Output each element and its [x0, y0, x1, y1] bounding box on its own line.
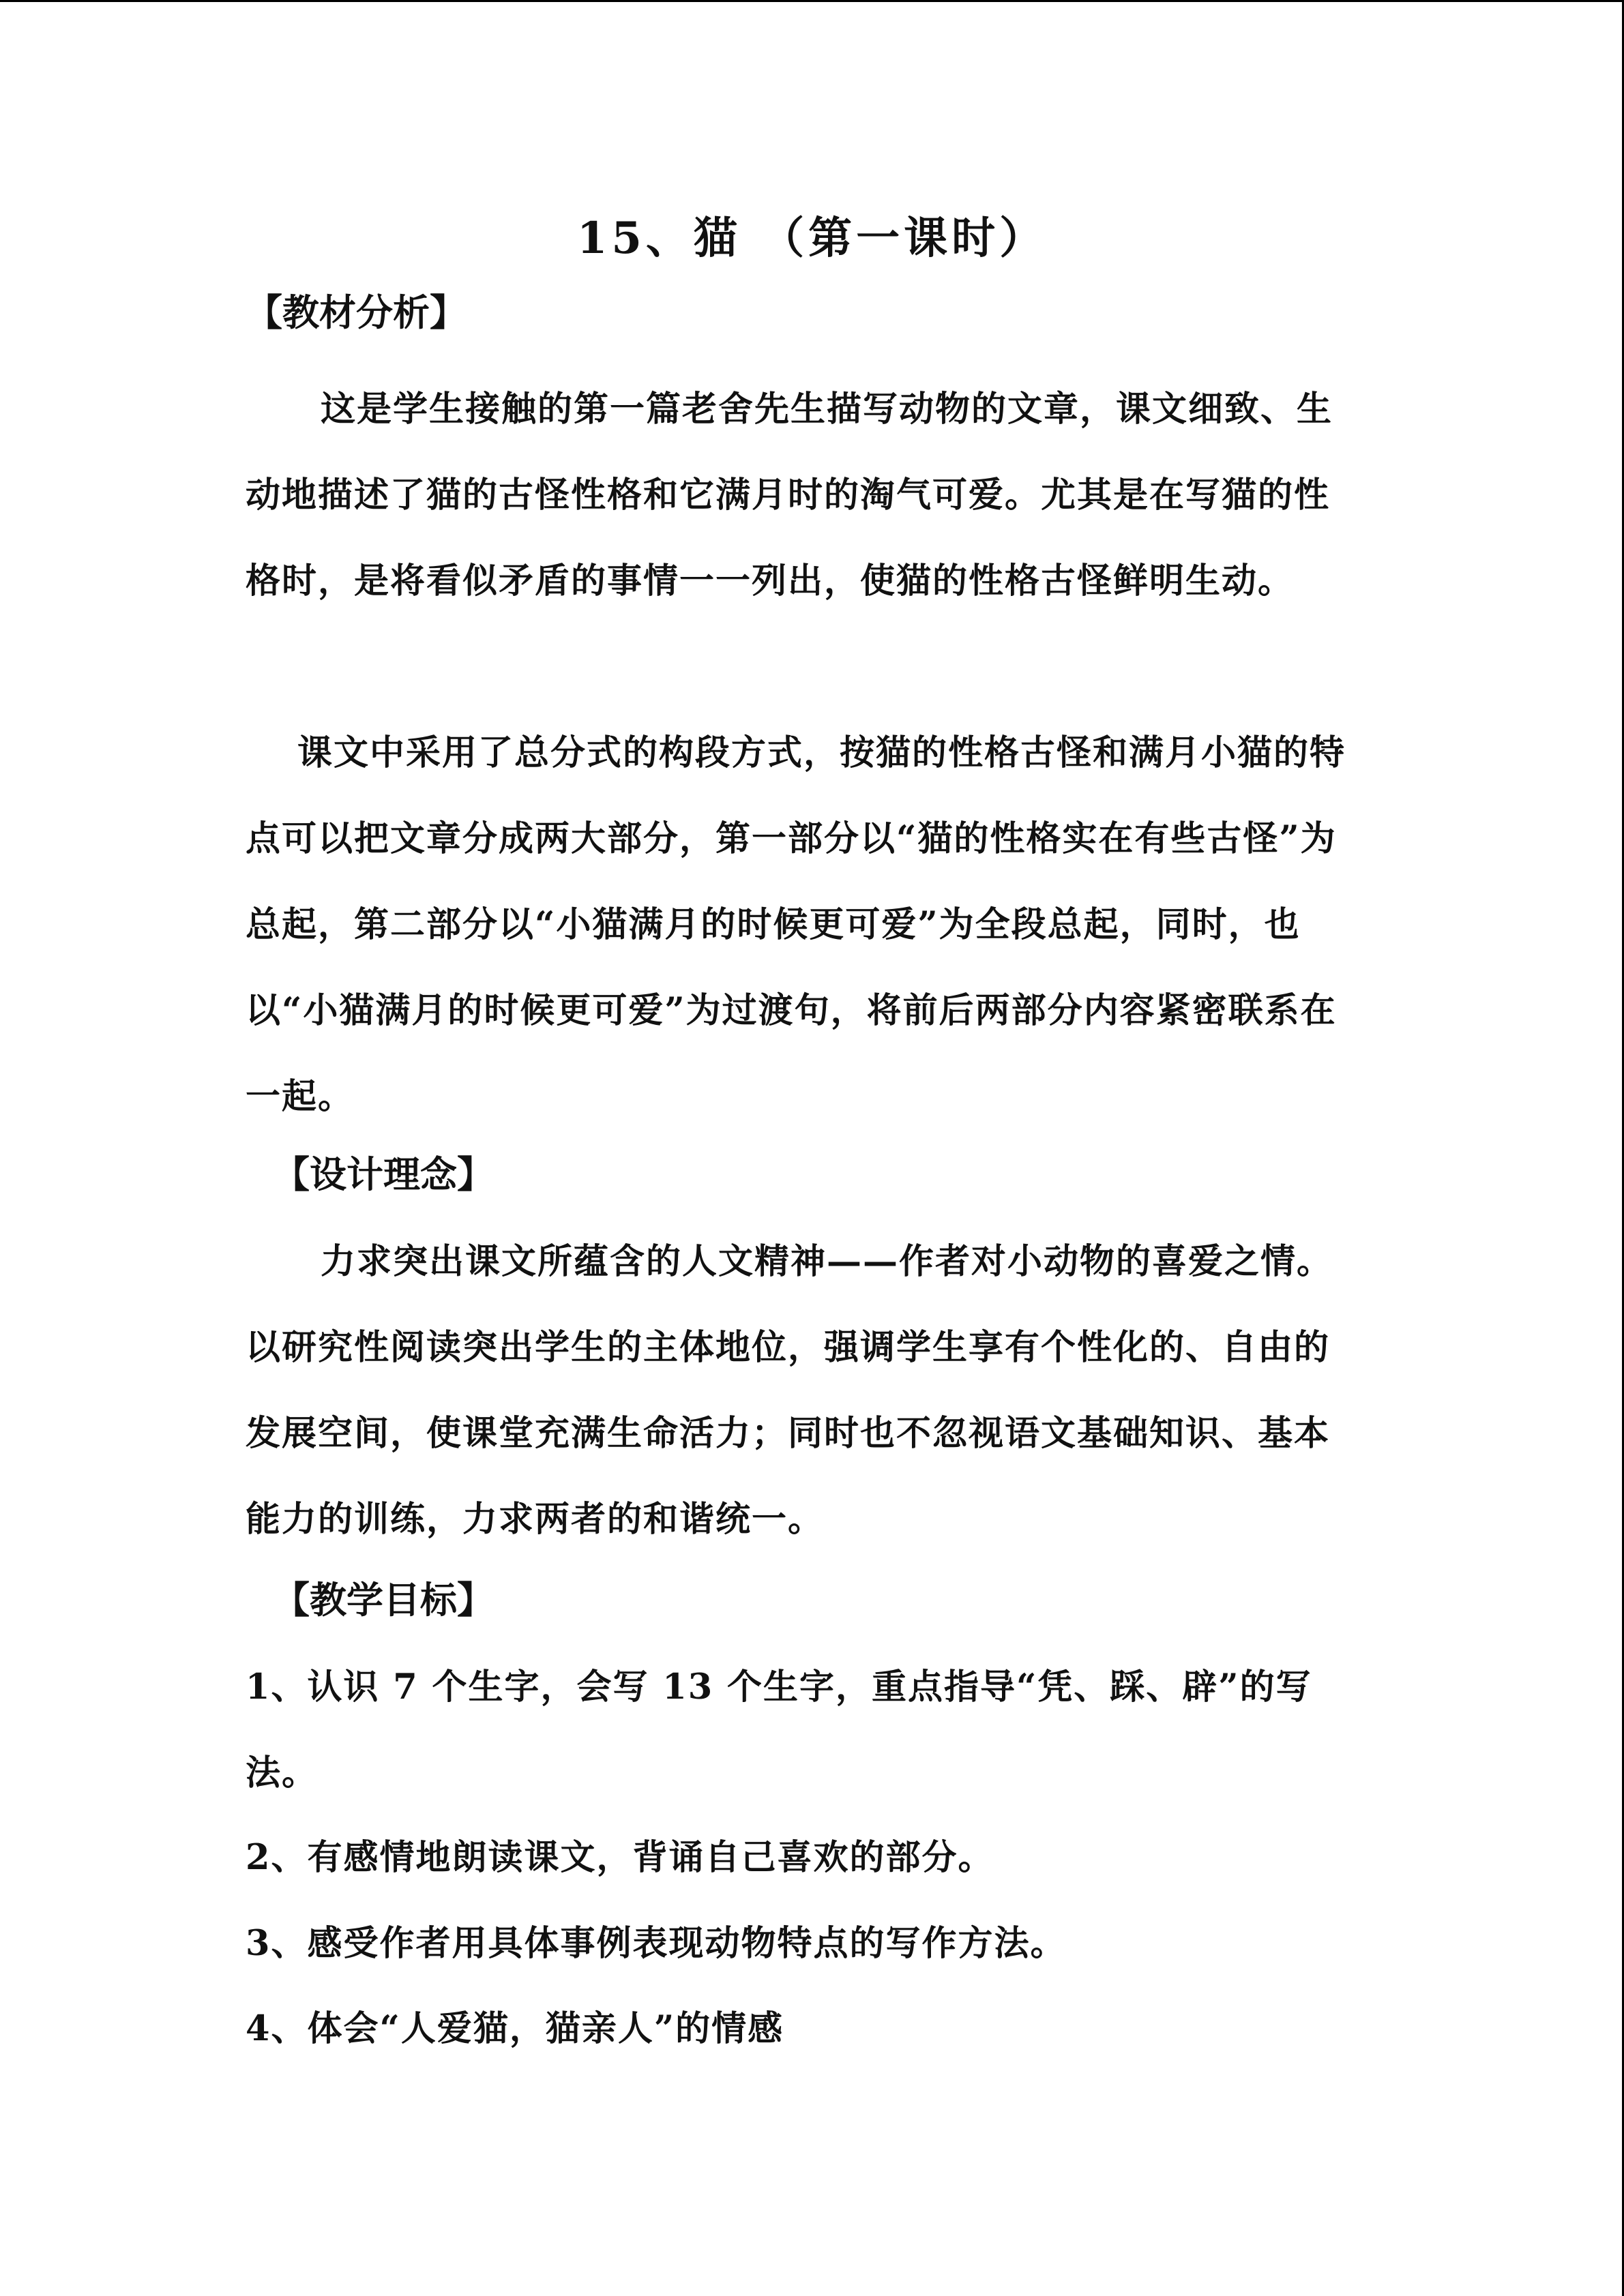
paragraph-material-analysis-1: 这是学生接触的第一篇老舍先生描写动物的文章，课文细致、生动地描述了猫的古怪性格和它满月时的淘气可爱。尤其是在写猫的性格时，是将看似矛盾的事情一一列出，使猫的性格古怪鲜明生动。 [246, 389, 1333, 601]
teaching-goal-3: 3、感受作者用具体事例表现动物特点的写作方法。 [246, 1923, 1067, 1964]
document-title: 15、猫 （第一课时） [576, 213, 1048, 264]
teaching-goal-4: 4、体会“人爱猫，猫亲人”的情感 [246, 2008, 784, 2049]
heading-material-analysis: 【教材分析】 [246, 290, 467, 334]
paragraph-material-analysis-2: 课文中采用了总分式的构段方式，按猫的性格古怪和满月小猫的特点可以把文章分成两大部分，第一部分以“猫的性格实在有些古怪”为总起，第二部分以“小猫满月的时候更可爱”为全段总起，同时，也以“小猫满月的时候更可爱”为过渡句，将前后两部分内容紧密联系在一起。 [246, 732, 1346, 1117]
teaching-goal-1: 1、认识 7 个生字，会写 13 个生字，重点指导“凭、踩、辟”的写法。 [246, 1667, 1312, 1793]
paragraph-design-concept: 力求突出课文所蕴含的人文精神——作者对小动物的喜爱之情。以研究性阅读突出学生的主体地位，强调学生享有个性化的、自由的发展空间，使课堂充满生命活力；同时也不忽视语文基础知识、基本能力的训练，力求两者的和谐统一。 [246, 1241, 1333, 1540]
teaching-goal-2: 2、有感情地朗读课文，背诵自己喜欢的部分。 [246, 1837, 994, 1878]
heading-design-concept: 【设计理念】 [273, 1152, 494, 1196]
heading-teaching-goals: 【教学目标】 [273, 1578, 494, 1622]
